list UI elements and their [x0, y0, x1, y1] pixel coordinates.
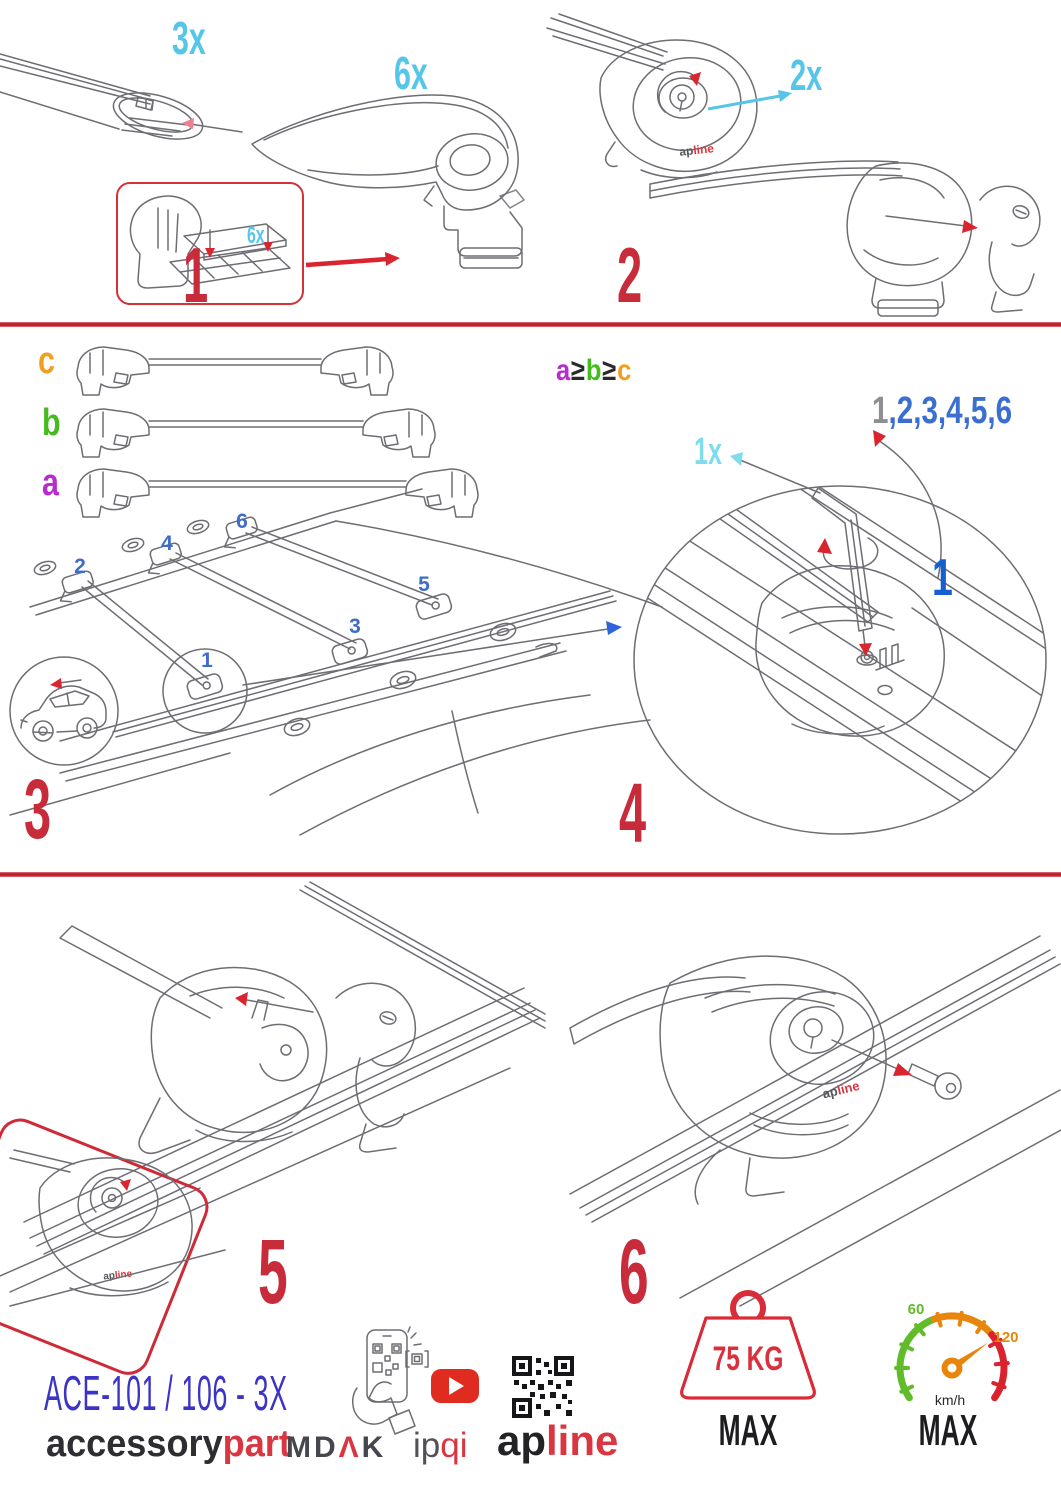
- tighten-closeup-illustration: [612, 428, 1061, 860]
- size-rule-text: a≥b≥c: [556, 354, 633, 387]
- pad-detail-callout: [116, 182, 304, 319]
- svg-text:4: 4: [161, 532, 173, 555]
- step6-number: 6: [619, 1221, 649, 1323]
- section-divider: [0, 322, 1061, 327]
- product-code: ACE-101 / 106 - 3X: [44, 1367, 288, 1421]
- slide-endcap-arrow: [886, 216, 978, 233]
- tightening-sequence-text: 1,2,3,4,5,6: [872, 390, 1013, 432]
- svg-text:6: 6: [236, 510, 248, 533]
- position1-label: 1: [932, 549, 953, 607]
- weight-max-label: MAX: [718, 1406, 778, 1455]
- svg-text:apline: apline: [820, 1077, 861, 1102]
- front-direction-arrow: [50, 678, 81, 689]
- svg-text:60: 60: [907, 1301, 925, 1318]
- mdak-logo: MDΛK: [286, 1431, 387, 1464]
- pad-to-foot-arrow: [300, 245, 410, 275]
- bar-endcap-illustration: [640, 150, 1061, 325]
- endcap-piece: [980, 186, 1040, 312]
- insert-key-arrow: [832, 1040, 912, 1076]
- max-weight-icon: [668, 1286, 828, 1408]
- key-quantity-arrow: [730, 452, 820, 493]
- car-direction-callout: [5, 652, 123, 770]
- insert-bar-arrow: [182, 118, 242, 132]
- step3-number: 3: [24, 762, 52, 856]
- svg-text:75 KG: 75 KG: [712, 1340, 784, 1379]
- key-illustration: [908, 1064, 961, 1099]
- svg-text:2: 2: [74, 555, 86, 578]
- scan-qr-phone-icon: [345, 1326, 430, 1436]
- max-speed-icon: [876, 1286, 1028, 1410]
- svg-text:120: 120: [993, 1329, 1019, 1346]
- svg-text:apline: apline: [678, 141, 715, 159]
- bar-size-label-a: a: [42, 462, 59, 504]
- slide-in-arrow: [235, 992, 313, 1012]
- qr-code: [510, 1354, 576, 1420]
- youtube-icon: [431, 1369, 479, 1403]
- svg-text:5: 5: [418, 573, 430, 596]
- crossbar-c-illustration: [70, 342, 400, 400]
- clamp-piece: [336, 983, 415, 1152]
- svg-text:1: 1: [201, 649, 213, 672]
- apline-logo: apline: [497, 1417, 619, 1464]
- step2-number: 2: [617, 231, 643, 319]
- section-divider: [0, 872, 1061, 877]
- ipqi-logo: ipqi: [413, 1426, 468, 1465]
- play-icon: [449, 1377, 464, 1395]
- svg-text:km/h: km/h: [934, 1392, 966, 1408]
- speed-max-label: MAX: [918, 1406, 978, 1455]
- allen-key-illustration: [812, 488, 872, 631]
- detail-callout-ellipse: [634, 486, 1046, 834]
- brand-wordmark: accessorypart: [46, 1423, 291, 1465]
- key-quantity-label: 1x: [694, 431, 722, 473]
- lock-quantity-label: 2x: [790, 51, 823, 100]
- pad-quantity-label: 6x: [247, 222, 265, 249]
- crossbar-b-illustration: [70, 404, 442, 462]
- foot-quantity-label: 6x: [394, 47, 428, 99]
- step5-number: 5: [258, 1221, 288, 1323]
- crossbar-illustration: [0, 40, 260, 145]
- step4-number: 4: [619, 766, 647, 860]
- lock-callout-arrow: [700, 82, 800, 117]
- bar-quantity-label: 3x: [172, 12, 206, 64]
- svg-text:3: 3: [349, 615, 361, 638]
- assembled-foot-mini: [0, 1128, 235, 1313]
- step1-number: 1: [183, 231, 209, 319]
- bar-size-label-c: c: [38, 340, 55, 382]
- svg-text:apline: apline: [102, 1268, 133, 1283]
- bar-size-label-b: b: [42, 402, 61, 444]
